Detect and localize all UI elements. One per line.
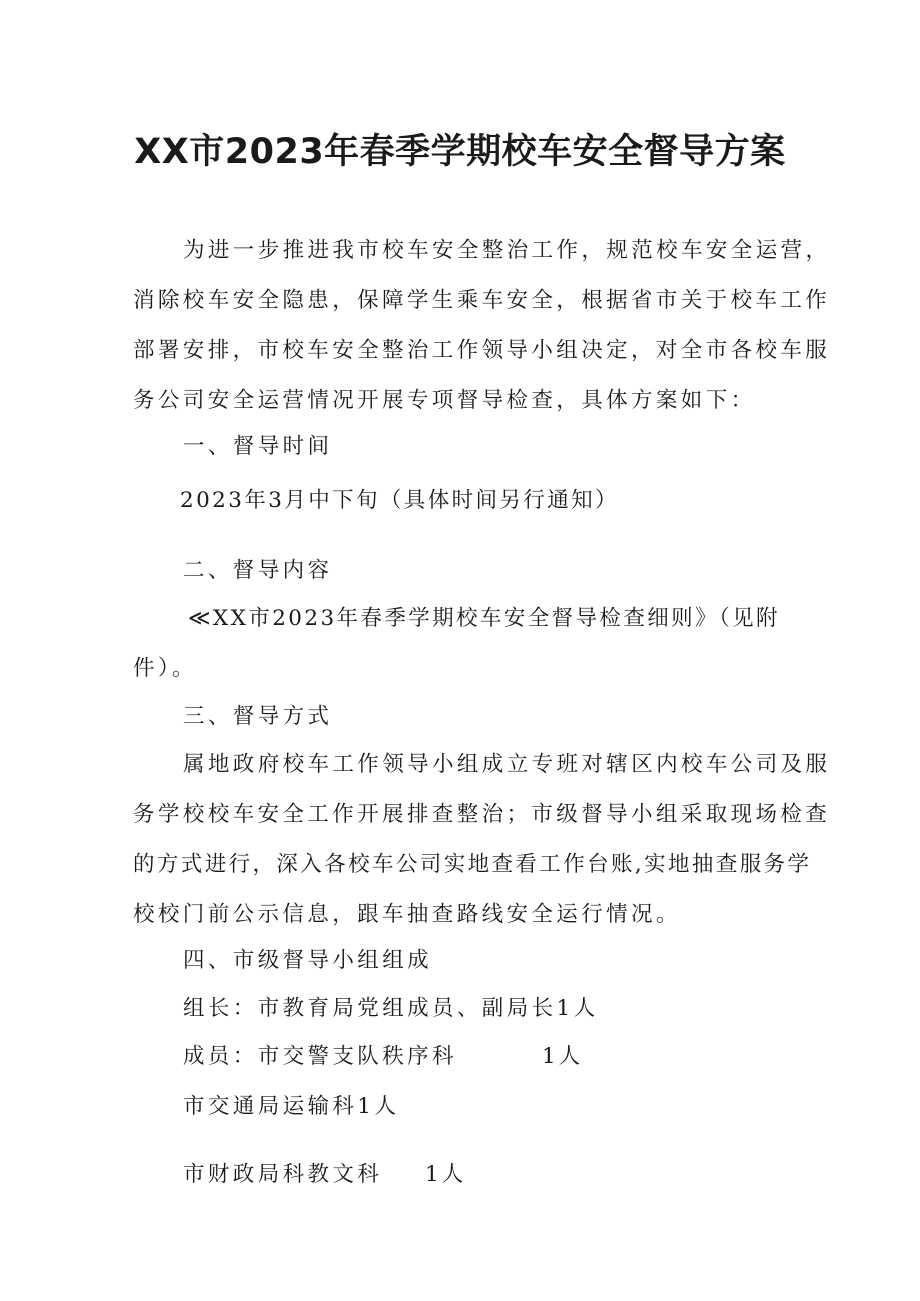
section-2-heading: 二、督导内容 — [183, 558, 333, 583]
section-3-line-2: 务学校校车安全工作开展排查整治；市级督导小组采取现场检查 — [133, 802, 831, 827]
intro-line-4: 务公司安全运营情况开展专项督导检查，具体方案如下： — [133, 388, 756, 413]
intro-line-1: 为进一步推进我市校车安全整治工作，规范校车安全运营， — [183, 238, 831, 263]
member-row-label: 市交通局运输科1人 — [183, 1094, 400, 1119]
section-3-line-4: 校校门前公示信息，跟车抽查路线安全运行情况。 — [133, 902, 681, 927]
section-3-line-3: 的方式进行，深入各校车公司实地查看工作台账,实地抽查服务学 — [133, 852, 812, 877]
member-row-count: 1人 — [542, 1044, 584, 1069]
section-2-line-2: 件）。 — [133, 656, 197, 681]
member-row-label: 市财政局科教文科 — [183, 1162, 383, 1187]
intro-line-3: 部署安排，市校车安全整治工作领导小组决定，对全市各校车服 — [133, 338, 831, 363]
section-4-heading: 四、市级督导小组组成 — [183, 948, 433, 973]
section-2-line-1: ≪XX市2023年春季学期校车安全督导检查细则》（见附 — [188, 606, 780, 631]
section-3-line-1: 属地政府校车工作领导小组成立专班对辖区内校车公司及服 — [183, 752, 831, 777]
intro-line-2: 消除校车安全隐患，保障学生乘车安全，根据省市关于校车工作 — [133, 288, 831, 313]
document-title: XX市2023年春季学期校车安全督导方案 — [134, 132, 786, 172]
member-row-count: 1人 — [425, 1162, 467, 1187]
section-1-heading: 一、督导时间 — [183, 434, 333, 459]
section-1-body: 2023年3月中下旬（具体时间另行通知） — [180, 488, 619, 513]
member-row-label: 成员：市交警支队秩序科 — [183, 1044, 457, 1069]
group-leader: 组长：市教育局党组成员、副局长1人 — [183, 996, 599, 1021]
section-3-heading: 三、督导方式 — [183, 704, 333, 729]
